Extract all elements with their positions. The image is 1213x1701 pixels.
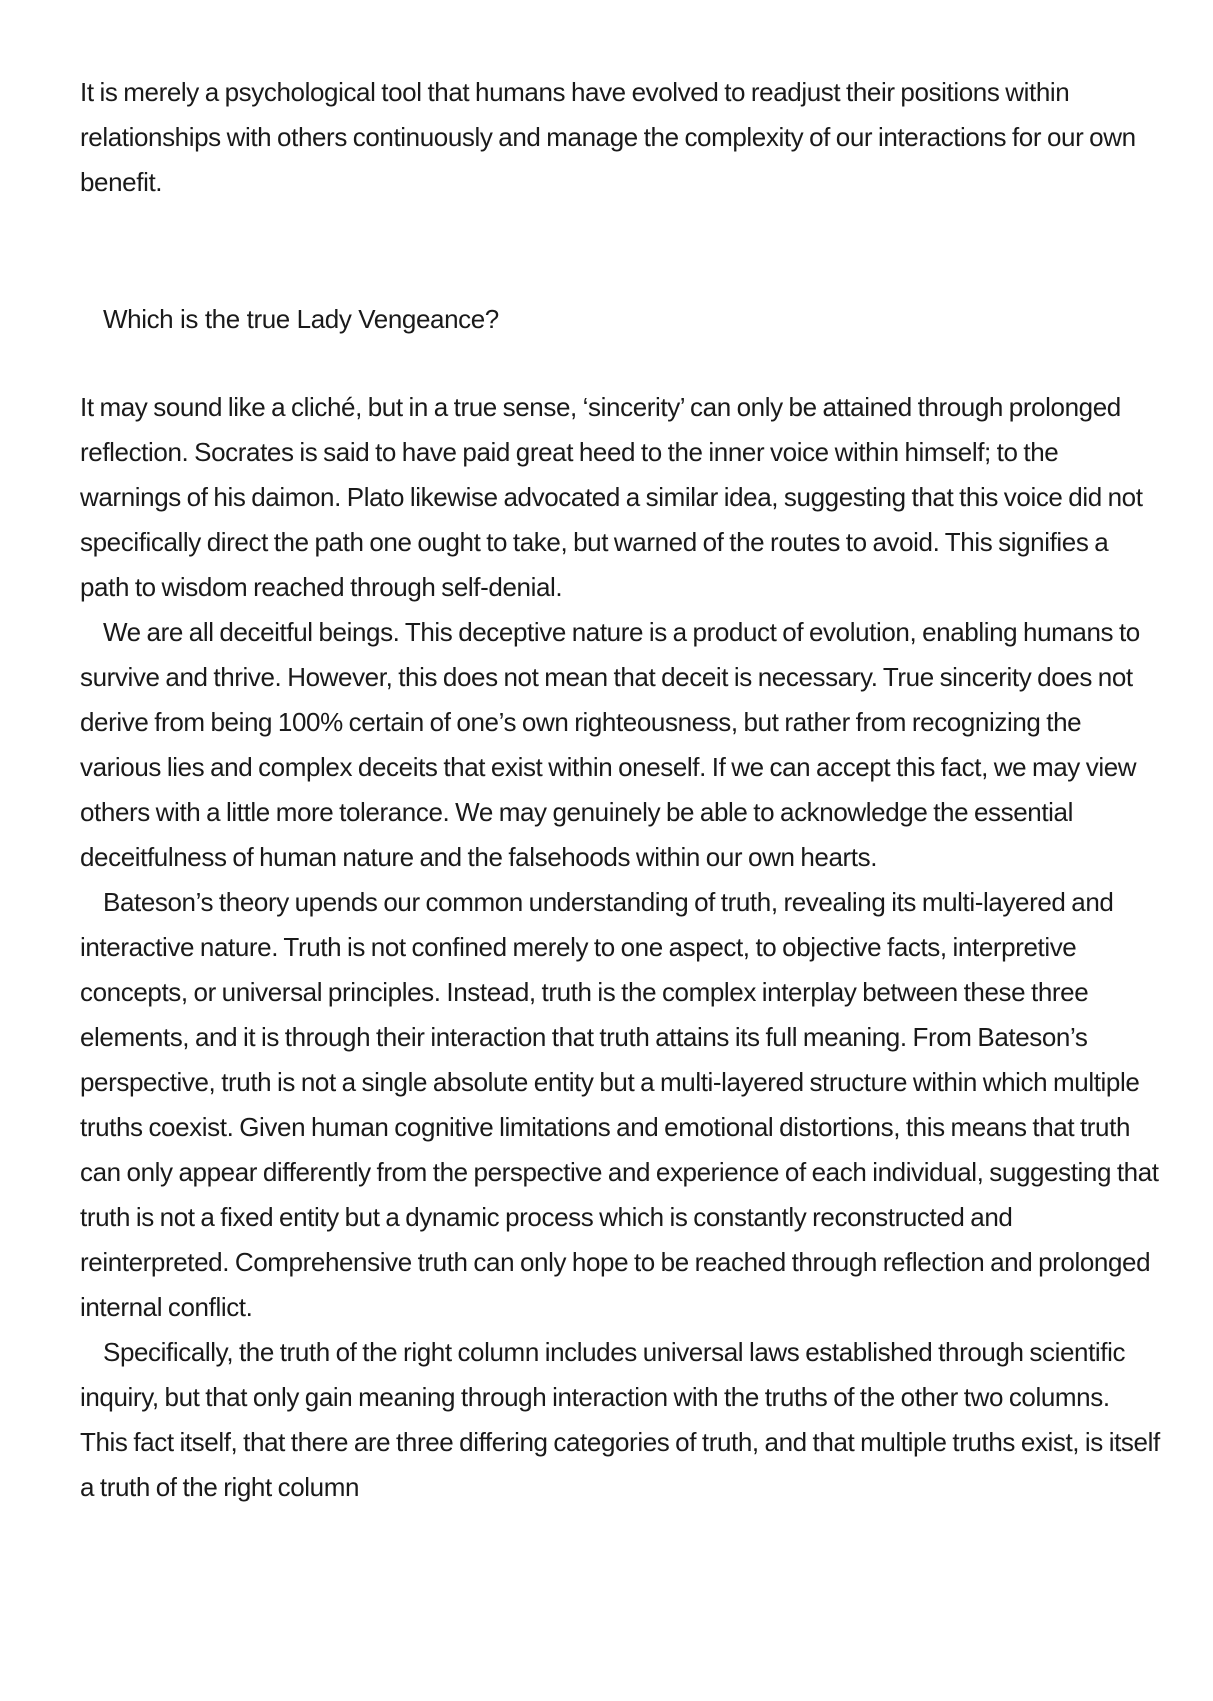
intro-paragraph-block [80,70,1160,205]
section-heading: Which is the true Lady Vengeance? [103,304,499,334]
paragraph-sincerity: It may sound like a cliché, but in a true sense, ‘sincerity’ can only be attained through prolonged reflection. Socrates is said to have paid great heed to the inner voice within himself; to the warnings of his daimon. Plato likewise advocated a similar idea, suggesting that this voice did not specifically direct the path one ought to take, but warned of the routes to avoid. This signifies a path to wisdom reached through self-denial. [80,392,1143,602]
body-text [80,385,1160,1510]
paragraph-right-column: Specifically, the truth of the right column includes universal laws established through scientific inquiry, but that only gain meaning through interaction with the truths of the other two columns. This fact itself, that there are three differing categories of truth, and that multiple truths exist, is itself a truth of the right column [80,1337,1160,1502]
paragraph-deceit: We are all deceitful beings. This deceptive nature is a product of evolution, enabling humans to survive and thrive. However, this does not mean that deceit is necessary. True sincerity does not derive from being 100% certain of one’s own righteousness, but rather from recognizing the various lies and complex deceits that exist within oneself. If we can accept this fact, we may view others with a little more tolerance. We may genuinely be able to acknowledge the essential deceitfulness of human nature and the falsehoods within our own hearts. [80,617,1140,872]
paragraph-bateson: Bateson’s theory upends our common understanding of truth, revealing its multi-layered and interactive nature. Truth is not confined merely to one aspect, to objective facts, interpretive concepts, or universal principles. Instead, truth is the complex interplay between these three elements, and it is through their interaction that truth attains its full meaning. From Bateson’s perspective, truth is not a single absolute entity but a multi-layered structure within which multiple truths coexist. Given human cognitive limitations and emotional distortions, this means that truth can only appear differently from the perspective and experience of each individual, suggesting that truth is not a fixed entity but a dynamic process which is constantly reconstructed and reinterpreted. Comprehensive truth can only hope to be reached through reflection and prolonged internal conflict. [80,887,1159,1322]
intro-paragraph: It is merely a psychological tool that humans have evolved to readjust their positions within relationships with others continuously and manage the complexity of our interactions for our own benefit. [80,77,1136,197]
